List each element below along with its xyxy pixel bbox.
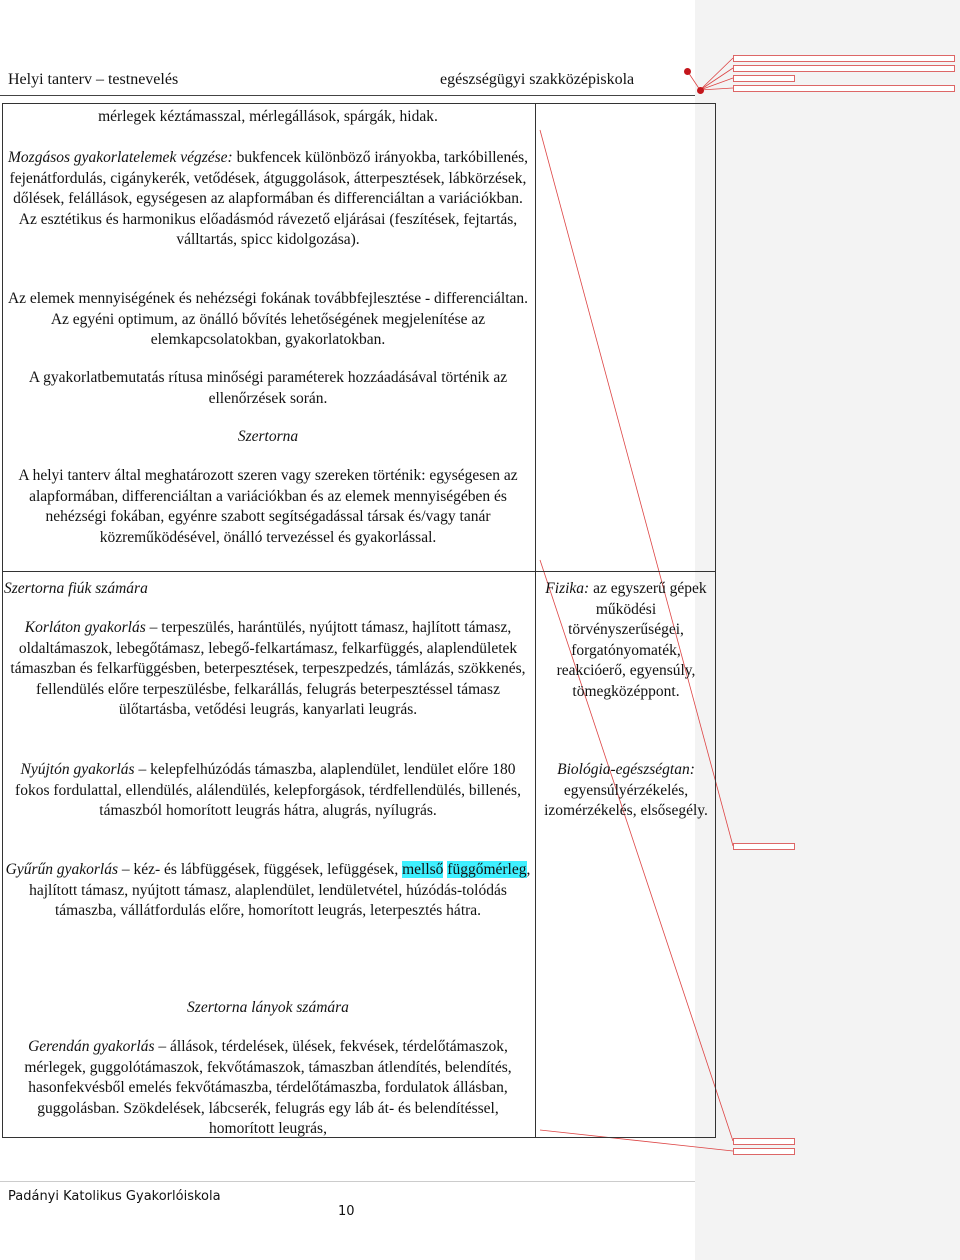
physics-label: Fizika: [545, 580, 590, 597]
rings-text-a: – kéz- és lábfüggések, függések, lefüggések, [118, 861, 403, 878]
page-number: 10 [338, 1204, 355, 1219]
highlighted-text: függőmérleg [447, 861, 527, 878]
header-subject: Helyi tanterv – testnevelés [8, 71, 179, 88]
section-title-girls: Szertorna lányok számára [187, 999, 349, 1016]
section-title-boys: Szertorna fiúk számára [4, 580, 148, 597]
comment-balloon[interactable] [733, 843, 795, 850]
comment-marker[interactable] [697, 87, 704, 94]
paragraph-movement-elements [4, 148, 532, 251]
paragraph-demonstration: A gyakorlatbemutatás rítusa minőségi paraméterek hozzáadásával történik az ellenőrzések során. [28, 369, 508, 407]
balance-beam-text: – állások, térdelések, ülések, fekvések, térdelőtámaszok, mérlegek, guggolótámaszok, fekvőtámaszok, támaszban átlendítés, belendítés, hasonfekvésből emelés fekvőtámaszba, térdelőtámaszba, fordulatok állásban, guggolásban. Szökdelések, lábcserék, felugrás egy láb át- és belendítéssel, homorított leugrás, [24, 1038, 512, 1138]
paragraph-parallel-bars [4, 618, 532, 721]
parallel-bars-text: – terpeszülés, harántülés, nyújtott támasz, hajlított támasz, oldaltámaszok, lebegőtámasz, lebegő-felkartámasz, felkarfüggés, alaplendületek támaszban és felkarfüggésben, beterpesztések, terpeszpedzés, támlázás, szökkenés, fellendülés előre terpeszülésbe, felkarállás, felugrás beterpesztéssel támasz ülőtartásba, vetődési leugrás, kanyarlati leugrás. [10, 619, 526, 719]
biology-label: Biológia-egészségtan: [557, 761, 695, 778]
movement-elements-label: Mozgásos gyakorlatelemek végzése: [8, 149, 233, 166]
comment-balloon[interactable] [733, 85, 955, 92]
physics-text: az egyszerű gépek működési törvényszerűségei, forgatónyomaték, reakcióerő, egyensúly, tömegközéppont. [556, 580, 707, 700]
paragraph-balance-exercises: mérlegek kéztámasszal, mérlegállások, spárgák, hidak. [98, 108, 438, 125]
side-note-biology [538, 760, 714, 822]
table-row-divider [2, 571, 716, 572]
paragraph-balance-beam [4, 1037, 532, 1140]
comment-balloon[interactable] [733, 55, 955, 62]
rings-text-b: , hajlított támasz, nyújtott támasz, alaplendület, lendületvétel, húzódás-tolódás támaszba, vállátfordulás előre, homorított leugrás, leterpesztés hátra. [29, 861, 531, 920]
header-divider [0, 95, 695, 96]
highlighted-text: mellső [402, 861, 444, 878]
paragraph-apparatus-intro: A helyi tanterv által meghatározott szeren vagy szereken történik: egységesen az alapformában, differenciáltan a variációkban és az elemek mennyiségében és nehézségi fokában, egyénre szabott segítségadással társak és/vagy tanár közreműködésével, önálló tervezéssel és gyakorlással. [18, 467, 518, 546]
header-school-type: egészségügyi szakközépiskola [440, 71, 635, 88]
paragraph-high-bar [4, 760, 532, 822]
comment-balloon[interactable] [733, 1138, 795, 1145]
comment-balloon[interactable] [733, 1148, 795, 1155]
section-title-apparatus: Szertorna [237, 428, 299, 445]
high-bar-label: Nyújtón gyakorlás [20, 761, 135, 778]
movement-elements-text: bukfencek különböző irányokba, tarkóbillenés, fejenátfordulás, cigánykerék, vetődések, átguggolások, átterpesztések, lábkörzések, dőlések, felállások, egységesen az alapformában és differenciáltan a variációkban. Az esztétikus és harmonikus előadásmód rávezető eljárásai (feszítések, fejtartás, válltartás, spicc kidolgozása). [9, 149, 528, 249]
footer-divider [0, 1181, 695, 1182]
footer-school-name: Padányi Katolikus Gyakorlóiskola [8, 1189, 221, 1204]
balance-beam-label: Gerendán gyakorlás [28, 1038, 155, 1055]
parallel-bars-label: Korláton gyakorlás [24, 619, 146, 636]
paragraph-rings [4, 860, 532, 922]
table-column-divider [535, 103, 536, 1138]
rings-label: Gyűrűn gyakorlás [5, 861, 118, 878]
high-bar-text: – kelepfelhúzódás támaszba, alaplendület, lendület előre 180 fokos fordulattal, ellendülés, alálendülés, kelepforgások, térdfellendülés, billenés, támaszból homorított leugrás hátra, alugrás, nyílugrás. [15, 761, 521, 820]
biology-text: egyensúlyérzékelés, izomérzékelés, elsősegély. [544, 781, 708, 820]
side-note-physics [538, 579, 714, 703]
comment-balloon[interactable] [733, 75, 795, 82]
paragraph-element-development: Az elemek mennyiségének és nehézségi fokának továbbfejlesztése - differenciáltan. Az egyéni optimum, az önálló bővítés lehetőségének megjelenítése az elemkapcsolatokban, gyakorlatokban. [7, 290, 529, 349]
comment-marker[interactable] [684, 68, 691, 75]
comment-balloon[interactable] [733, 65, 955, 72]
